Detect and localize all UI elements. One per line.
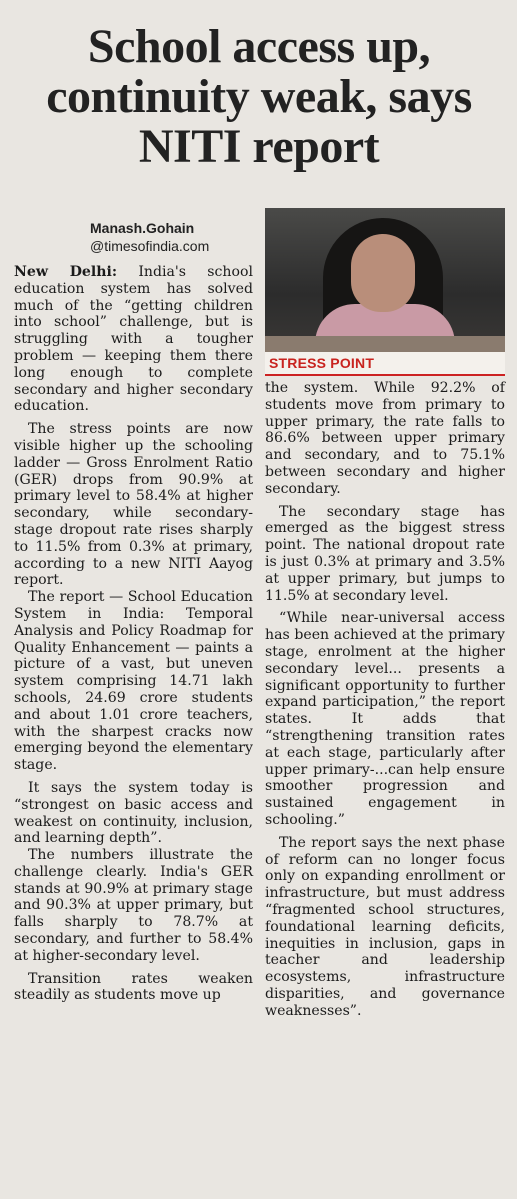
byline-name: Manash.Gohain — [90, 220, 195, 236]
paragraph-text: India's school education system has solved much of the “getting children into school” challenge, but is struggling with a tougher problem — keeping them there long enough to complete secondary and higher secondary education. — [14, 264, 253, 415]
byline — [90, 219, 209, 255]
article-column-1 — [14, 264, 253, 1004]
article-column-2 — [265, 380, 505, 1019]
byline-handle: @timesofindia.com — [90, 238, 210, 254]
paragraph — [14, 264, 253, 415]
paragraph: The numbers illustrate the challenge clearly. India's GER stands at 90.9% at primary stage and 90.3% at upper primary, but falls sharply to 78.7% at secondary, and further to 58.4% at higher-secondary level. — [14, 847, 253, 964]
paragraph: Transition rates weaken steadily as students move up — [14, 970, 253, 1004]
paragraph: the system. While 92.2% of students move from primary to upper primary, the rate falls to 86.6% between upper primary and secondary, and to 75.1% between secondary and higher secondary. — [265, 380, 505, 497]
paragraph: The stress points are now visible higher up the schooling ladder — Gross Enrolment Ratio (GER) drops from 90.9% at primary level to 58.4% at higher secondary, while secondary-stage dropout rate rises sharply to 11.5% from 0.3% at primary, according to a new NITI Aayog report. — [14, 421, 253, 589]
paragraph: The report — School Education System in India: Temporal Analysis and Policy Roadmap for Quality Enhancement — paints a picture of a vast, but uneven system comprising 14.71 lakh schools, 24.69 crore students and about 1.01 crore teachers, with the sharpest cracks now emerging beyond the elementary stage. — [14, 589, 253, 774]
headline: School access up, continuity weak, says NITI report — [46, 20, 472, 173]
paragraph: The secondary stage has emerged as the biggest stress point. The national dropout rate is just 0.3% at primary and 3.5% at upper primary, but jumps to 11.5% at secondary level. — [265, 503, 505, 604]
paragraph: It says the system today is “strongest on basic access and weakest on continuity, inclusion, and learning depth”. — [14, 779, 253, 847]
paragraph: The report says the next phase of reform can no longer focus only on expanding enrollment or infrastructure, but must address “fragmented school structures, foundational learning deficits, inequities in inclusion, gaps in teacher and leadership ecosystems, infrastructure disparities, and governance weaknesses”. — [265, 834, 505, 1019]
article-photo — [265, 208, 505, 352]
paragraph: “While near-universal access has been achieved at the primary stage, enrolment at the higher secondary level... presents a significant opportunity to further expand participation,” the report states. It adds that “strengthening transition rates at each stage, particularly after upper primary-...can help ensure smoother progression and sustained engagement in schooling.” — [265, 610, 505, 828]
dateline: New Delhi: — [14, 264, 118, 280]
photo-caption — [265, 352, 505, 376]
photo-caption-text: STRESS POINT — [269, 355, 375, 371]
